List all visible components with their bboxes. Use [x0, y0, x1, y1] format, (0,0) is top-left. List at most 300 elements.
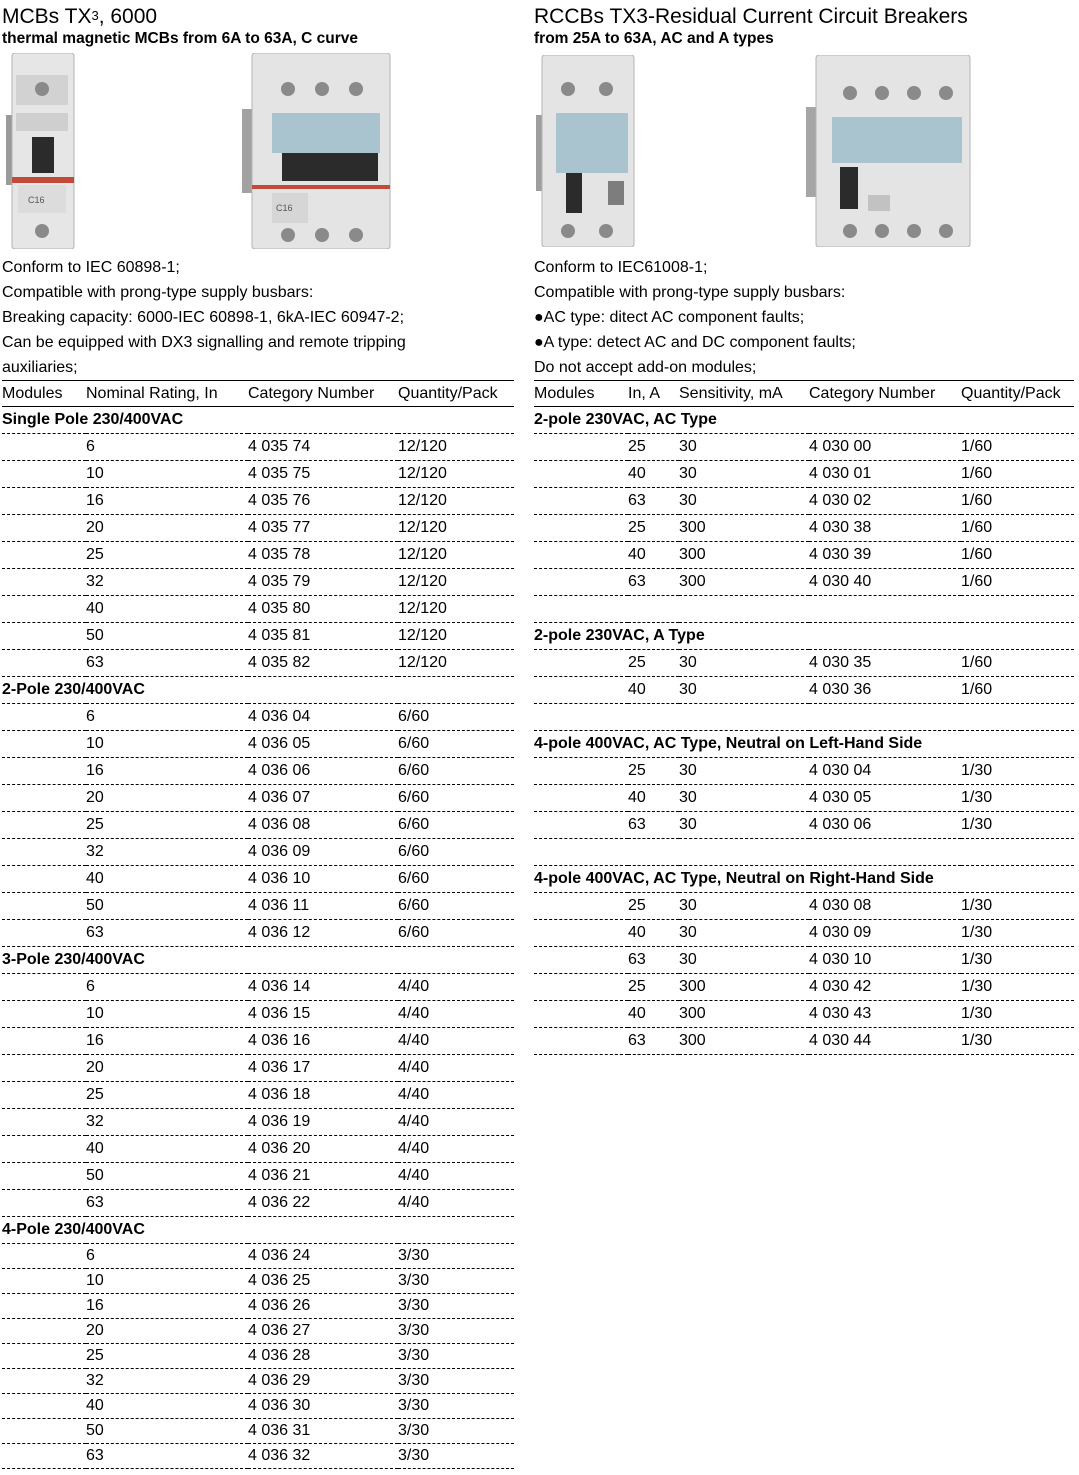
category-number-cell: 4 035 76	[248, 488, 398, 515]
table-row	[2, 1001, 514, 1028]
col-header-nominal-rating: Nominal Rating, In	[86, 381, 248, 407]
mcb-note: Breaking capacity: 6000-IEC 60898-1, 6kA-IEC 60947-2;	[2, 309, 405, 326]
group-title: 4-Pole 230/400VAC	[2, 1217, 514, 1244]
in-cell: 63	[628, 1028, 679, 1055]
three-pole-rating-label: C16	[276, 203, 293, 213]
category-number-cell: 4 030 00	[809, 434, 961, 461]
in-cell: 63	[628, 947, 679, 974]
quantity-cell: 1/60	[961, 650, 1074, 677]
col-header-modules: Modules	[534, 381, 628, 407]
category-number-cell: 4 030 02	[809, 488, 961, 515]
quantity-cell: 6/60	[398, 839, 514, 866]
modules-cell	[534, 569, 628, 596]
quantity-cell: 4/40	[398, 1028, 514, 1055]
table-row	[2, 434, 514, 461]
modules-cell	[2, 974, 86, 1001]
sensitivity-cell: 300	[679, 974, 809, 1001]
modules-cell	[2, 1344, 86, 1369]
modules-cell	[534, 542, 628, 569]
quantity-cell: 6/60	[398, 893, 514, 920]
rating-cell: 50	[86, 623, 248, 650]
modules-cell	[534, 677, 628, 704]
sensitivity-cell: 30	[679, 947, 809, 974]
quantity-cell: 12/120	[398, 434, 514, 461]
modules-cell	[2, 1269, 86, 1294]
group-header-row	[2, 407, 514, 434]
quantity-cell: 1/60	[961, 677, 1074, 704]
quantity-cell: 1/30	[961, 1028, 1074, 1055]
table-row	[2, 1369, 514, 1394]
modules-cell	[2, 488, 86, 515]
category-number-cell: 4 035 74	[248, 434, 398, 461]
category-number-cell: 4 036 24	[248, 1244, 398, 1269]
table-row	[2, 1419, 514, 1444]
table-row	[2, 1319, 514, 1344]
category-number-cell: 4 030 10	[809, 947, 961, 974]
col-header-in: In, A	[628, 381, 679, 407]
in-cell: 63	[628, 569, 679, 596]
single-pole-rating-label: C16	[28, 195, 45, 205]
table-row	[2, 1344, 514, 1369]
quantity-cell: 1/60	[961, 461, 1074, 488]
table-row	[534, 542, 1074, 569]
table-row	[2, 920, 514, 947]
table-row	[2, 893, 514, 920]
table-row	[2, 731, 514, 758]
two-pole-rccb-image	[536, 55, 636, 247]
category-number-cell: 4 036 32	[248, 1444, 398, 1469]
sensitivity-cell: 30	[679, 893, 809, 920]
rccb-subtitle: from 25A to 63A, AC and A types	[534, 30, 774, 47]
spacer-row	[534, 839, 1074, 866]
rating-cell: 50	[86, 893, 248, 920]
table-row	[2, 1394, 514, 1419]
rating-cell: 10	[86, 461, 248, 488]
rating-cell: 25	[86, 812, 248, 839]
modules-cell	[2, 1001, 86, 1028]
mcb-note: Compatible with prong-type supply busbars:	[2, 284, 314, 301]
table-row	[534, 893, 1074, 920]
modules-cell	[2, 1109, 86, 1136]
quantity-cell: 1/60	[961, 515, 1074, 542]
mcb-subtitle: thermal magnetic MCBs from 6A to 63A, C curve	[2, 30, 359, 47]
modules-cell	[2, 866, 86, 893]
mcb-photos	[2, 49, 514, 255]
modules-cell	[2, 1369, 86, 1394]
mcb-title-main: MCBs TX	[2, 5, 92, 28]
sensitivity-cell: 300	[679, 515, 809, 542]
table-row	[2, 488, 514, 515]
modules-cell	[2, 704, 86, 731]
category-number-cell: 4 030 40	[809, 569, 961, 596]
modules-cell	[2, 1190, 86, 1217]
single-pole-mcb-image	[6, 53, 78, 249]
modules-cell	[534, 947, 628, 974]
table-row	[2, 1294, 514, 1319]
table-row	[2, 785, 514, 812]
table-row	[2, 1444, 514, 1469]
category-number-cell: 4 030 01	[809, 461, 961, 488]
quantity-cell: 1/30	[961, 893, 1074, 920]
table-row	[2, 839, 514, 866]
rating-cell: 6	[86, 974, 248, 1001]
modules-cell	[2, 785, 86, 812]
sensitivity-cell: 30	[679, 488, 809, 515]
modules-cell	[2, 569, 86, 596]
rating-cell: 25	[86, 1082, 248, 1109]
rating-cell: 10	[86, 731, 248, 758]
category-number-cell: 4 035 78	[248, 542, 398, 569]
modules-cell	[2, 434, 86, 461]
category-number-cell: 4 036 27	[248, 1319, 398, 1344]
table-row	[2, 1082, 514, 1109]
group-title: 2-pole 230VAC, A Type	[534, 623, 1074, 650]
rating-cell: 25	[86, 1344, 248, 1369]
modules-cell	[2, 623, 86, 650]
table-row	[2, 1163, 514, 1190]
rating-cell: 63	[86, 650, 248, 677]
quantity-cell: 12/120	[398, 650, 514, 677]
rating-cell: 16	[86, 758, 248, 785]
modules-cell	[2, 1394, 86, 1419]
mcb-note: Can be equipped with DX3 signalling and remote tripping	[2, 334, 406, 351]
sensitivity-cell: 30	[679, 758, 809, 785]
quantity-cell: 6/60	[398, 920, 514, 947]
quantity-cell: 3/30	[398, 1344, 514, 1369]
category-number-cell: 4 030 36	[809, 677, 961, 704]
mcb-section	[2, 0, 514, 1469]
category-number-cell: 4 036 10	[248, 866, 398, 893]
modules-cell	[2, 1319, 86, 1344]
group-title: 3-Pole 230/400VAC	[2, 947, 514, 974]
quantity-cell: 12/120	[398, 461, 514, 488]
quantity-cell: 12/120	[398, 515, 514, 542]
table-row	[534, 434, 1074, 461]
quantity-cell: 1/30	[961, 785, 1074, 812]
spacer-cell	[534, 704, 1074, 731]
rating-cell: 63	[86, 920, 248, 947]
group-header-row	[2, 947, 514, 974]
quantity-cell: 4/40	[398, 1163, 514, 1190]
in-cell: 25	[628, 893, 679, 920]
category-number-cell: 4 036 28	[248, 1344, 398, 1369]
in-cell: 40	[628, 920, 679, 947]
modules-cell	[2, 1136, 86, 1163]
table-row	[2, 569, 514, 596]
category-number-cell: 4 030 05	[809, 785, 961, 812]
category-number-cell: 4 036 09	[248, 839, 398, 866]
quantity-cell: 4/40	[398, 974, 514, 1001]
rating-cell: 6	[86, 434, 248, 461]
in-cell: 25	[628, 974, 679, 1001]
modules-cell	[2, 1294, 86, 1319]
rating-cell: 50	[86, 1163, 248, 1190]
category-number-cell: 4 030 42	[809, 974, 961, 1001]
quantity-cell: 6/60	[398, 758, 514, 785]
table-row	[2, 1109, 514, 1136]
modules-cell	[534, 1028, 628, 1055]
table-row	[534, 569, 1074, 596]
category-number-cell: 4 036 26	[248, 1294, 398, 1319]
table-row	[2, 596, 514, 623]
modules-cell	[534, 434, 628, 461]
quantity-cell: 6/60	[398, 704, 514, 731]
sensitivity-cell: 30	[679, 461, 809, 488]
rating-cell: 20	[86, 785, 248, 812]
table-row	[534, 920, 1074, 947]
quantity-cell: 1/60	[961, 569, 1074, 596]
category-number-cell: 4 036 18	[248, 1082, 398, 1109]
category-number-cell: 4 030 09	[809, 920, 961, 947]
category-number-cell: 4 030 38	[809, 515, 961, 542]
group-title: 4-pole 400VAC, AC Type, Neutral on Left-Hand Side	[534, 731, 1074, 758]
rating-cell: 40	[86, 1394, 248, 1419]
sensitivity-cell: 30	[679, 785, 809, 812]
category-number-cell: 4 036 19	[248, 1109, 398, 1136]
rating-cell: 40	[86, 596, 248, 623]
quantity-cell: 12/120	[398, 542, 514, 569]
table-row	[2, 704, 514, 731]
spacer-cell	[534, 839, 1074, 866]
col-header-quantity-pack: Quantity/Pack	[961, 381, 1074, 407]
in-cell: 40	[628, 1001, 679, 1028]
quantity-cell: 6/60	[398, 812, 514, 839]
modules-cell	[2, 1028, 86, 1055]
mcb-table	[2, 380, 514, 1469]
rating-cell: 32	[86, 839, 248, 866]
quantity-cell: 4/40	[398, 1055, 514, 1082]
table-row	[2, 758, 514, 785]
table-row	[534, 1001, 1074, 1028]
rating-cell: 50	[86, 1419, 248, 1444]
table-row	[2, 1136, 514, 1163]
rating-cell: 16	[86, 1028, 248, 1055]
quantity-cell: 1/60	[961, 434, 1074, 461]
modules-cell	[534, 461, 628, 488]
category-number-cell: 4 036 31	[248, 1419, 398, 1444]
category-number-cell: 4 036 05	[248, 731, 398, 758]
modules-cell	[2, 1419, 86, 1444]
three-pole-mcb-image	[242, 53, 392, 249]
mcb-title	[2, 5, 514, 29]
rccb-section	[534, 0, 1074, 1055]
modules-cell	[2, 1444, 86, 1469]
rating-cell: 25	[86, 542, 248, 569]
sensitivity-cell: 30	[679, 434, 809, 461]
modules-cell	[2, 461, 86, 488]
mcb-notes	[2, 255, 514, 380]
quantity-cell: 4/40	[398, 1109, 514, 1136]
category-number-cell: 4 036 20	[248, 1136, 398, 1163]
quantity-cell: 12/120	[398, 596, 514, 623]
category-number-cell: 4 036 21	[248, 1163, 398, 1190]
group-title: 2-Pole 230/400VAC	[2, 677, 514, 704]
mcb-table-header	[2, 381, 514, 407]
group-header-row	[2, 677, 514, 704]
modules-cell	[2, 650, 86, 677]
modules-cell	[2, 731, 86, 758]
category-number-cell: 4 030 35	[809, 650, 961, 677]
rccb-note: Conform to IEC61008-1;	[534, 259, 708, 276]
table-row	[2, 1244, 514, 1269]
group-title: Single Pole 230/400VAC	[2, 407, 514, 434]
modules-cell	[2, 1055, 86, 1082]
category-number-cell: 4 036 15	[248, 1001, 398, 1028]
rccb-note: ●A type: detect AC and DC component faults;	[534, 334, 856, 351]
in-cell: 40	[628, 785, 679, 812]
category-number-cell: 4 036 12	[248, 920, 398, 947]
sensitivity-cell: 30	[679, 920, 809, 947]
in-cell: 25	[628, 434, 679, 461]
table-row	[534, 488, 1074, 515]
group-header-row	[534, 407, 1074, 434]
rating-cell: 20	[86, 1319, 248, 1344]
rating-cell: 32	[86, 1369, 248, 1394]
rating-cell: 6	[86, 704, 248, 731]
rccb-title: RCCBs TX3-Residual Current Circuit Breakers	[534, 5, 968, 28]
group-header-row	[534, 866, 1074, 893]
quantity-cell: 6/60	[398, 785, 514, 812]
col-header-quantity-pack: Quantity/Pack	[398, 381, 514, 407]
modules-cell	[2, 1244, 86, 1269]
quantity-cell: 1/30	[961, 812, 1074, 839]
rating-cell: 20	[86, 515, 248, 542]
quantity-cell: 1/60	[961, 488, 1074, 515]
rating-cell: 20	[86, 1055, 248, 1082]
table-row	[534, 677, 1074, 704]
category-number-cell: 4 036 17	[248, 1055, 398, 1082]
quantity-cell: 4/40	[398, 1136, 514, 1163]
modules-cell	[534, 515, 628, 542]
quantity-cell: 3/30	[398, 1369, 514, 1394]
rccb-table	[534, 380, 1074, 1055]
quantity-cell: 6/60	[398, 866, 514, 893]
quantity-cell: 1/30	[961, 1001, 1074, 1028]
modules-cell	[2, 1082, 86, 1109]
spacer-row	[534, 596, 1074, 623]
quantity-cell: 1/60	[961, 542, 1074, 569]
rating-cell: 10	[86, 1001, 248, 1028]
table-row	[2, 974, 514, 1001]
category-number-cell: 4 036 29	[248, 1369, 398, 1394]
group-title: 4-pole 400VAC, AC Type, Neutral on Right-Hand Side	[534, 866, 1074, 893]
quantity-cell: 6/60	[398, 731, 514, 758]
group-header-row	[534, 623, 1074, 650]
in-cell: 40	[628, 542, 679, 569]
table-row	[534, 812, 1074, 839]
table-row	[2, 623, 514, 650]
modules-cell	[534, 650, 628, 677]
modules-cell	[2, 812, 86, 839]
rccb-notes	[534, 255, 1074, 380]
quantity-cell: 3/30	[398, 1394, 514, 1419]
category-number-cell: 4 036 08	[248, 812, 398, 839]
rccb-note: Compatible with prong-type supply busbars:	[534, 284, 846, 301]
category-number-cell: 4 036 25	[248, 1269, 398, 1294]
rating-cell: 40	[86, 866, 248, 893]
category-number-cell: 4 030 43	[809, 1001, 961, 1028]
quantity-cell: 4/40	[398, 1082, 514, 1109]
mcb-note: Conform to IEC 60898-1;	[2, 259, 180, 276]
rating-cell: 32	[86, 1109, 248, 1136]
col-header-category-number: Category Number	[248, 381, 398, 407]
rating-cell: 10	[86, 1269, 248, 1294]
sensitivity-cell: 300	[679, 569, 809, 596]
mcb-note: auxiliaries;	[2, 359, 78, 376]
quantity-cell: 4/40	[398, 1190, 514, 1217]
table-row	[534, 947, 1074, 974]
modules-cell	[2, 596, 86, 623]
modules-cell	[534, 1001, 628, 1028]
in-cell: 25	[628, 758, 679, 785]
table-row	[534, 650, 1074, 677]
quantity-cell: 12/120	[398, 488, 514, 515]
modules-cell	[2, 758, 86, 785]
category-number-cell: 4 036 11	[248, 893, 398, 920]
rating-cell: 63	[86, 1190, 248, 1217]
table-row	[534, 974, 1074, 1001]
table-row	[534, 758, 1074, 785]
quantity-cell: 1/30	[961, 947, 1074, 974]
in-cell: 63	[628, 488, 679, 515]
modules-cell	[534, 893, 628, 920]
col-header-sensitivity: Sensitivity, mA	[679, 381, 809, 407]
modules-cell	[534, 488, 628, 515]
sensitivity-cell: 30	[679, 650, 809, 677]
sensitivity-cell: 300	[679, 1028, 809, 1055]
quantity-cell: 3/30	[398, 1419, 514, 1444]
modules-cell	[2, 920, 86, 947]
group-title: 2-pole 230VAC, AC Type	[534, 407, 1074, 434]
in-cell: 25	[628, 515, 679, 542]
sensitivity-cell: 30	[679, 812, 809, 839]
sensitivity-cell: 300	[679, 542, 809, 569]
category-number-cell: 4 035 82	[248, 650, 398, 677]
table-row	[2, 1028, 514, 1055]
mcb-title-sup: 3	[91, 8, 99, 23]
rating-cell: 32	[86, 569, 248, 596]
category-number-cell: 4 030 08	[809, 893, 961, 920]
sensitivity-cell: 300	[679, 1001, 809, 1028]
quantity-cell: 3/30	[398, 1244, 514, 1269]
category-number-cell: 4 035 79	[248, 569, 398, 596]
table-row	[2, 515, 514, 542]
quantity-cell: 4/40	[398, 1001, 514, 1028]
sensitivity-cell: 30	[679, 677, 809, 704]
group-header-row	[534, 731, 1074, 758]
rccb-note: Do not accept add-on modules;	[534, 359, 757, 376]
quantity-cell: 3/30	[398, 1294, 514, 1319]
category-number-cell: 4 035 81	[248, 623, 398, 650]
category-number-cell: 4 030 06	[809, 812, 961, 839]
group-header-row	[2, 1217, 514, 1244]
col-header-modules: Modules	[2, 381, 86, 407]
modules-cell	[534, 785, 628, 812]
modules-cell	[2, 893, 86, 920]
col-header-category-number: Category Number	[809, 381, 961, 407]
category-number-cell: 4 036 16	[248, 1028, 398, 1055]
quantity-cell: 12/120	[398, 569, 514, 596]
spacer-cell	[534, 596, 1074, 623]
category-number-cell: 4 036 14	[248, 974, 398, 1001]
table-row	[2, 461, 514, 488]
quantity-cell: 1/30	[961, 974, 1074, 1001]
category-number-cell: 4 030 44	[809, 1028, 961, 1055]
modules-cell	[2, 1163, 86, 1190]
table-row	[2, 866, 514, 893]
quantity-cell: 12/120	[398, 623, 514, 650]
quantity-cell: 3/30	[398, 1319, 514, 1344]
